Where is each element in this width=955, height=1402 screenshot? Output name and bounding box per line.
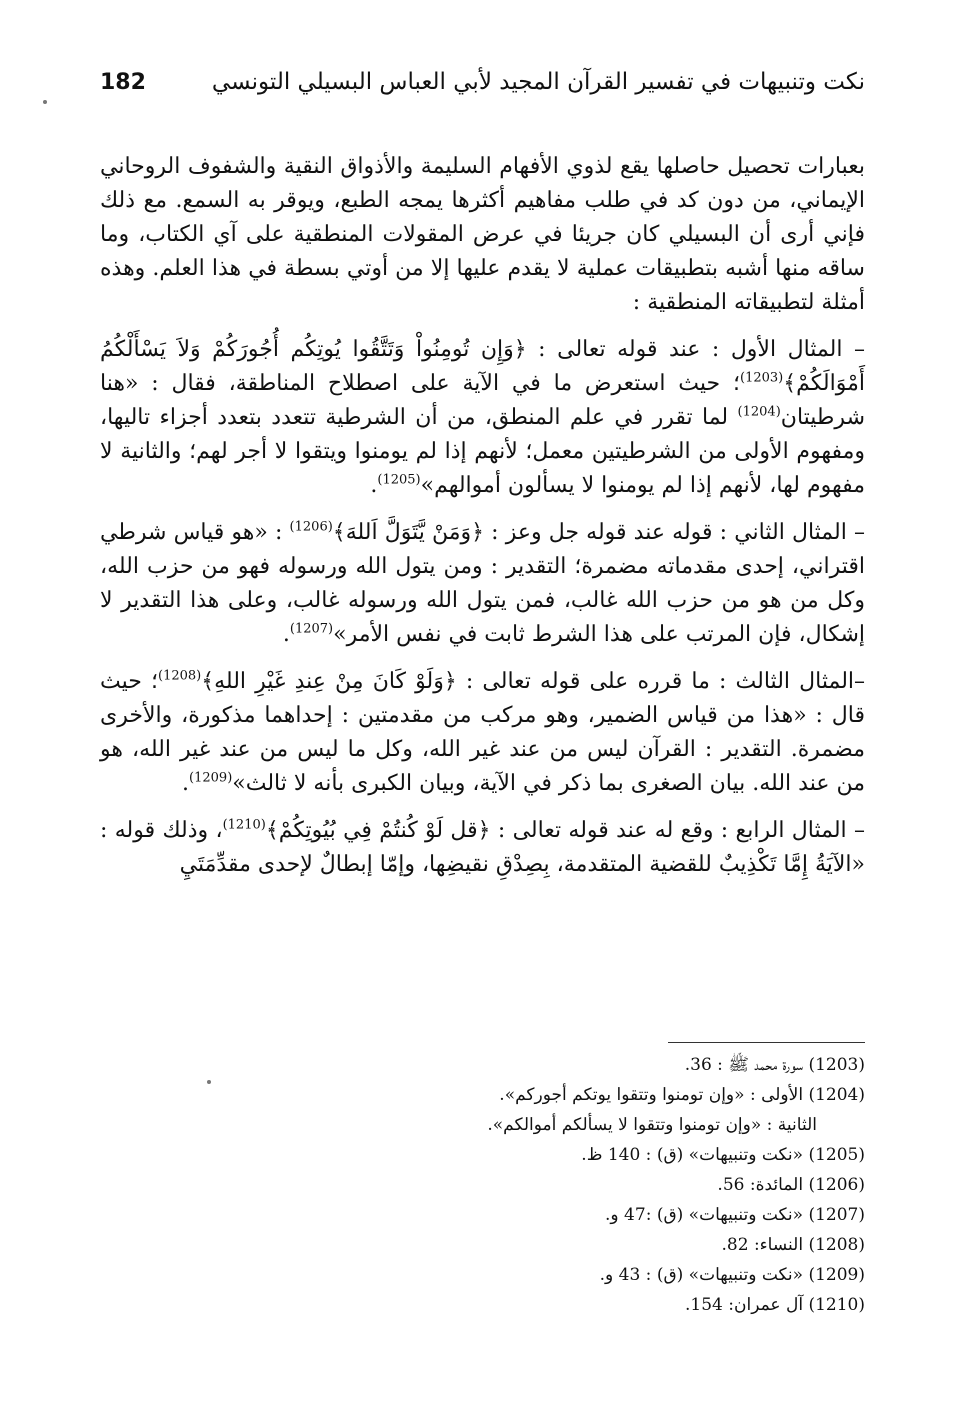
footnote-ref[interactable]: (1206) — [289, 519, 333, 535]
text-segment: – المثال الأول : عند قوله تعالى : ﴿وَإِن تُومِنُواْ وَتَتَّقُوا يُوتِكُم أُجُورَكُمْ وَلاَ يَسْأَلْكُمُ أَمْوَالَكُمْ﴾ — [100, 337, 865, 396]
paragraph-text: بعبارات تحصيل حاصلها يقع لذوي الأفهام السليمة والأذواق النقية والشفوف الروحاني الإيماني، من دون كد في طلب مفاهيم أكثرها يمجه الطبع، ويوقر به السمع. مع ذلك فإني أرى أن البسيلي كان جريئا في عرض المقولات المنطقية على آي الكتاب، وما ساقه منها أشبه بتطبيقات عملية لا يقدم عليها إلا من أوتي بسطة في هذا العلم. وهذه أمثلة لتطبيقاته المنطقية : — [100, 154, 865, 315]
footnote-ref[interactable]: (1205) — [377, 472, 421, 488]
footnote-1203: (1203) سورة محمد ﷺ : 36. — [684, 1055, 865, 1075]
text-segment: . — [370, 473, 378, 498]
footnote-1205: (1205) «نكت وتنبيهات» (ق) : 140 ظ. — [581, 1145, 865, 1165]
scan-speck — [43, 100, 47, 104]
paragraph-example-4 — [100, 814, 865, 882]
footnotes — [165, 1050, 865, 1320]
text-segment: لما تقرر في علم المنطق، من أن الشرطية تتعدد بتعدد أجزاء تاليها، ومفهوم الأولى من الشرطيتين معمل؛ لأنهم إذا لم يومنوا ويتقوا لا أجر لهم؛ والثانية لا مفهوم لها، لأنهم إذا لم يومنوا لا يسألون أموالهم» — [100, 405, 865, 498]
paragraph-text — [100, 333, 865, 503]
footnote-ref[interactable]: (1204) — [737, 404, 781, 420]
text-segment: ؛ حيث استعرض ما في الآية على اصطلاح المناطقة، فقال : «هنا شرطيتان — [100, 371, 865, 430]
footnote-1209: (1209) «نكت وتنبيهات» (ق) : 43 و. — [599, 1265, 865, 1285]
footnote-1207: (1207) «نكت وتنبيهات» (ق) :47 و. — [605, 1205, 865, 1225]
paragraph-text — [100, 814, 865, 882]
page-number: 182 — [100, 70, 146, 95]
main-text — [100, 150, 865, 895]
footnote-ref[interactable]: (1207) — [289, 621, 334, 637]
paragraph-text — [100, 516, 865, 652]
running-header — [100, 66, 865, 106]
text-segment: ، وذلك قوله : «الآيَةُ إِمَّا تَكْذِيبٌ للقضية المتقدمة، بِصِدْقِ نقيضِها، وإمّا إبطالٌ لإحدى مقدِّمَتَيِ — [100, 818, 865, 877]
footnote-1208: (1208) النساء: 82. — [721, 1235, 865, 1255]
running-title: نكت وتنبيهات في تفسير القرآن المجيد لأبي العباس البسيلي التونسي — [211, 69, 865, 95]
footnote-ref[interactable]: (1208) — [157, 668, 202, 684]
paragraph-example-1 — [100, 333, 865, 503]
footnote-ref[interactable]: (1203) — [739, 370, 784, 386]
text-segment: – المثال الثاني : قوله عند قوله جل وعز : ﴿وَمَنْ يَّتَوَلَّ اَللهَ﴾ — [332, 520, 865, 545]
text-segment: ؛ حيث قال : «هذا من قياس الضمير، وهو مركب من مقدمتين : إحداهما مذكورة، والأخرى مضمرة. التقدير : القرآن ليس من عند غير الله، وكل ما ليس من عند غير الله، هو من عند الله. بيان الصغرى بما ذكر في الآية، وبيان الكبرى بأنه لا ثالث» — [100, 669, 865, 796]
footnote-1210: (1210) آل عمران: 154. — [685, 1295, 865, 1315]
footnote-1204: (1204) الأولى : «وإن تومنوا وتتقوا يوتكم أجوركم». — [499, 1085, 865, 1105]
scan-speck — [207, 1080, 211, 1084]
footnote-ref[interactable]: (1209) — [189, 770, 233, 786]
footnote-divider — [668, 1042, 865, 1043]
paragraph-text — [100, 665, 865, 801]
paragraph-example-3 — [100, 665, 865, 801]
paragraph-example-2 — [100, 516, 865, 652]
text-segment: . — [182, 771, 190, 796]
footnote-1206: (1206) المائدة: 56. — [717, 1175, 865, 1195]
paragraph-intro — [100, 150, 865, 320]
footnote-1204-cont: الثانية : «وإن تومنوا وتتقوا لا يسألكم أموالكم». — [487, 1115, 817, 1135]
text-segment: –المثال الثالث : ما قرره على قوله تعالى : ﴿وَلَوْ كَانَ مِنْ عِندِ غَيْرِ اللهِ﴾ — [201, 669, 866, 694]
footnote-ref[interactable]: (1210) — [222, 817, 266, 833]
text-segment: – المثال الرابع : وقع له عند قوله تعالى : ﴿قل لَوْ كُنتُمْ فِي بُيُوتِكُمْ﴾ — [265, 818, 865, 843]
text-segment: : «هو قياس شرطي اقتراني، إحدى مقدماته مضمرة؛ التقدير : ومن يتول الله ورسوله فهو من حزب الله، وكل من هو من حزب الله غالب، فمن يتول الله ورسوله غالب، وعلى هذا التقدير لا إشكال، فإن المرتب على هذا الشرط ثابت في نفس الأمر» — [100, 520, 865, 647]
text-segment: . — [282, 622, 290, 647]
